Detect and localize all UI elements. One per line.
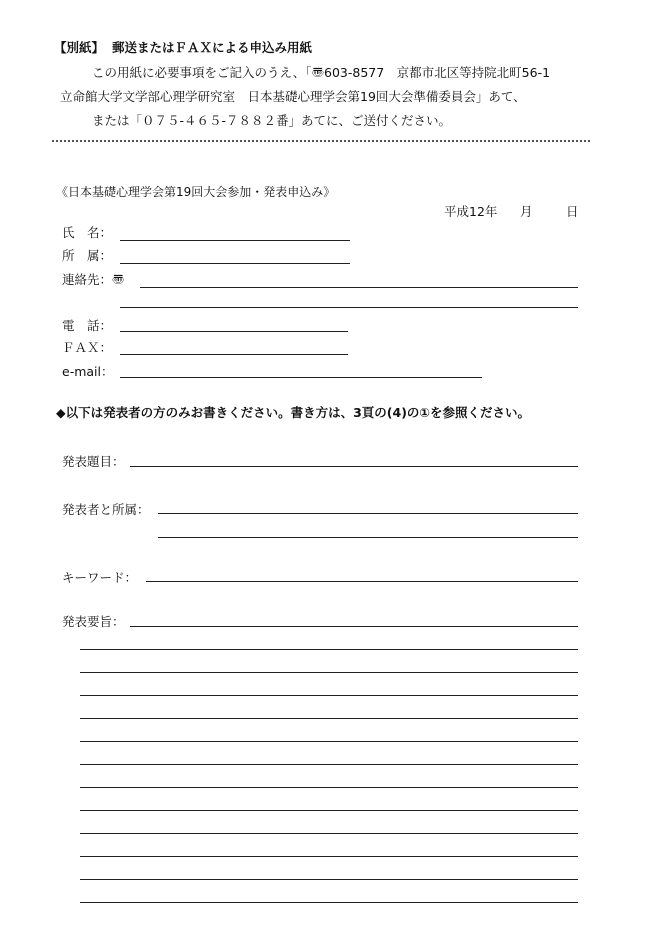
abstract-line[interactable] <box>80 857 578 880</box>
phone-field[interactable] <box>120 309 348 332</box>
abstract-line[interactable] <box>80 880 578 903</box>
phone-label: 電 話： <box>62 318 113 333</box>
authors-label: 発表者と所属： <box>62 502 150 517</box>
form-title: 《日本基礎心理学会第19回大会参加・発表申込み》 <box>56 185 336 199</box>
header-line-2: 立命館大学文学部心理学研究室 日本基礎心理学会第19回大会準備委員会」あて、 <box>60 89 526 104</box>
presenter-note: ◆以下は発表者の方のみお書きください。書き方は、3頁の(4)の①を参照ください。 <box>56 405 531 420</box>
abstract-line[interactable] <box>130 604 578 627</box>
fax-label: ＦＡＸ： <box>62 340 113 355</box>
contact-address-field-2[interactable] <box>120 285 578 308</box>
date-day: 日 <box>566 204 579 219</box>
abstract-line[interactable] <box>80 696 578 719</box>
presentation-title-label: 発表題目： <box>62 454 125 469</box>
abstract-line[interactable] <box>80 742 578 765</box>
abstract-line[interactable] <box>80 673 578 696</box>
abstract-line[interactable] <box>80 719 578 742</box>
authors-field-2[interactable] <box>158 515 578 538</box>
affiliation-field[interactable] <box>120 241 350 264</box>
abstract-line[interactable] <box>80 834 578 857</box>
email-label: e-mail： <box>62 364 114 379</box>
abstract-line[interactable] <box>80 627 578 650</box>
abstract-line[interactable] <box>80 811 578 834</box>
header-line-1: この用紙に必要事項をご記入のうえ、「〠603-8577 京都市北区等持院北町56-1 <box>92 65 551 80</box>
affiliation-label: 所 属： <box>62 248 113 263</box>
header-line-3: または「０７５-４６５-７８８２番」あてに、ご送付ください。 <box>92 113 452 128</box>
email-field[interactable] <box>120 355 482 378</box>
date-month: 月 <box>520 204 533 219</box>
keywords-label: キーワード： <box>62 570 138 585</box>
cut-line-divider <box>52 140 590 142</box>
contact-label: 連絡先：〠 <box>62 272 125 287</box>
header-title: 郵送またはＦＡＸによる申込み用紙 <box>112 40 313 55</box>
fax-field[interactable] <box>120 332 348 355</box>
header-tag: 【別紙】 <box>54 40 105 55</box>
presentation-title-field[interactable] <box>130 444 578 467</box>
abstract-line[interactable] <box>80 788 578 811</box>
abstract-label: 発表要旨： <box>62 614 125 629</box>
authors-field-1[interactable] <box>158 491 578 514</box>
abstract-line[interactable] <box>80 765 578 788</box>
name-field[interactable] <box>120 218 350 241</box>
name-label: 氏 名： <box>62 225 113 240</box>
abstract-line[interactable] <box>80 650 578 673</box>
keywords-field[interactable] <box>146 559 578 582</box>
date-era: 平成12年 <box>444 204 498 219</box>
